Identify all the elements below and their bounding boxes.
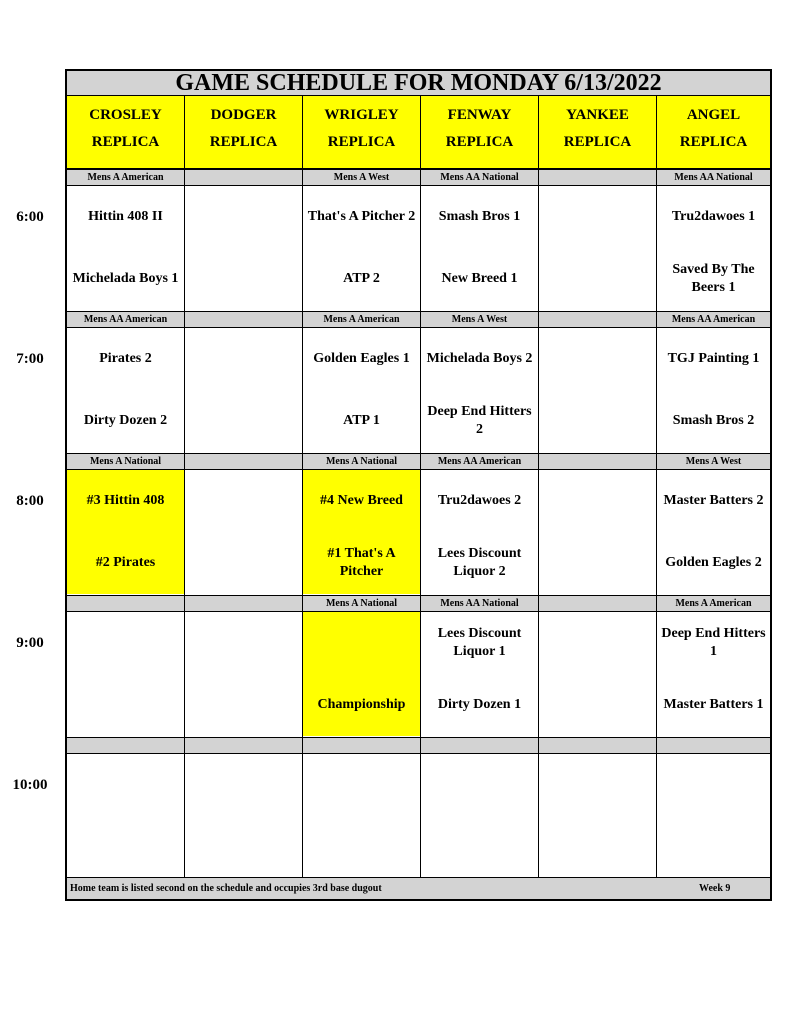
game-slot [539, 754, 656, 878]
away-team [541, 470, 654, 532]
home-team [187, 390, 300, 452]
away-team [305, 612, 418, 674]
time-label: 9:00 [16, 635, 44, 651]
home-team [187, 674, 300, 736]
division-label: Mens A American [657, 595, 770, 612]
field-header [303, 96, 420, 169]
home-team: Deep End Hitters 2 [427, 404, 532, 437]
home-team [305, 816, 418, 878]
division-label: Mens AA American [421, 453, 538, 470]
home-team: #2 Pirates [95, 555, 156, 570]
home-team [659, 816, 768, 878]
division-label [185, 169, 302, 186]
field-name: CROSLEY [89, 107, 162, 123]
home-team: Golden Eagles 2 [665, 555, 762, 570]
away-team: That's A Pitcher 2 [307, 209, 416, 224]
time-label: 7:00 [16, 351, 44, 367]
game-slot [67, 754, 184, 878]
field-header [185, 96, 302, 169]
game-slot [67, 612, 184, 736]
field-column [539, 96, 657, 877]
time-label: 10:00 [12, 777, 48, 793]
schedule-sheet [65, 69, 772, 901]
away-team: #3 Hittin 408 [86, 493, 165, 508]
field-column [67, 96, 185, 877]
game-slot [421, 186, 538, 310]
home-team [187, 248, 300, 310]
game-slot [657, 328, 770, 452]
game-slot [185, 754, 302, 878]
game-slot [421, 470, 538, 594]
division-label [421, 737, 538, 754]
away-team [541, 328, 654, 390]
away-team [423, 754, 536, 816]
field-column [303, 96, 421, 877]
division-label [539, 169, 656, 186]
division-label: Mens AA American [657, 311, 770, 328]
away-team: TGJ Painting 1 [667, 351, 760, 366]
division-label [67, 737, 184, 754]
home-team: Michelada Boys 1 [72, 271, 179, 286]
home-team-note: Home team is listed second on the schedule and occupies 3rd base dugout [70, 883, 382, 894]
game-slot [303, 470, 420, 594]
away-team [541, 754, 654, 816]
division-label: Mens A National [67, 453, 184, 470]
time-label: 8:00 [16, 493, 44, 509]
home-team: Dirty Dozen 1 [437, 697, 522, 712]
game-slot [185, 186, 302, 310]
field-header [67, 96, 184, 169]
away-team [659, 754, 768, 816]
home-team: Master Batters 1 [663, 697, 764, 712]
game-slot [303, 612, 420, 736]
game-slot [67, 328, 184, 452]
division-label [185, 737, 302, 754]
game-slot [657, 186, 770, 310]
game-slot [421, 328, 538, 452]
game-slot [657, 754, 770, 878]
division-label [539, 311, 656, 328]
schedule-footer [67, 877, 770, 899]
game-slot [303, 186, 420, 310]
division-label [539, 595, 656, 612]
division-label [539, 737, 656, 754]
field-type: REPLICA [327, 134, 396, 150]
home-team [541, 390, 654, 452]
game-slot [539, 612, 656, 736]
game-slot [185, 470, 302, 594]
home-team [541, 248, 654, 310]
field-column [421, 96, 539, 877]
home-team: Smash Bros 2 [672, 413, 755, 428]
game-slot [657, 470, 770, 594]
away-team: Tru2dawoes 2 [437, 493, 522, 508]
field-header [421, 96, 538, 169]
away-team [69, 612, 182, 674]
home-team [541, 816, 654, 878]
home-team [541, 532, 654, 594]
home-team [187, 816, 300, 878]
division-label: Mens A West [657, 453, 770, 470]
time-label: 6:00 [16, 209, 44, 225]
game-slot [657, 612, 770, 736]
division-label [185, 311, 302, 328]
home-team: ATP 2 [343, 271, 380, 286]
field-type: REPLICA [679, 134, 748, 150]
field-column [657, 96, 770, 877]
game-slot [539, 328, 656, 452]
home-team: New Breed 1 [441, 271, 518, 286]
away-team: Lees Discount Liquor 1 [437, 626, 522, 659]
game-slot [539, 186, 656, 310]
away-team: #4 New Breed [320, 493, 403, 508]
away-team: Michelada Boys 2 [426, 351, 533, 366]
away-team: Deep End Hitters 1 [661, 626, 766, 659]
home-team: ATP 1 [343, 413, 380, 428]
field-header [657, 96, 770, 169]
game-slot [185, 612, 302, 736]
field-column [185, 96, 303, 877]
away-team [69, 754, 182, 816]
home-team [69, 674, 182, 736]
game-slot [67, 470, 184, 594]
home-team: Lees Discount Liquor 2 [437, 546, 522, 579]
division-label [67, 595, 184, 612]
field-name: FENWAY [447, 107, 512, 123]
game-slot [185, 328, 302, 452]
away-team: Master Batters 2 [663, 493, 764, 508]
field-type: REPLICA [445, 134, 514, 150]
home-team: Championship [317, 697, 406, 712]
field-header [539, 96, 656, 169]
field-type: REPLICA [209, 134, 278, 150]
field-name: YANKEE [566, 107, 629, 123]
home-team [69, 816, 182, 878]
division-label [185, 453, 302, 470]
game-slot [303, 754, 420, 878]
game-slot [67, 186, 184, 310]
division-label [303, 737, 420, 754]
away-team: Smash Bros 1 [438, 209, 521, 224]
division-label [539, 453, 656, 470]
field-name: WRIGLEY [324, 107, 399, 123]
away-team: Hittin 408 II [88, 209, 163, 224]
away-team [541, 612, 654, 674]
game-slot [539, 470, 656, 594]
division-label: Mens A American [67, 169, 184, 186]
field-name: DODGER [210, 107, 277, 123]
division-label: Mens A National [303, 595, 420, 612]
away-team [305, 754, 418, 816]
away-team [187, 612, 300, 674]
division-label: Mens A American [303, 311, 420, 328]
home-team: Dirty Dozen 2 [83, 413, 168, 428]
game-slot [421, 612, 538, 736]
division-label [657, 737, 770, 754]
week-label: Week 9 [699, 883, 731, 894]
game-slot [421, 754, 538, 878]
away-team [187, 754, 300, 816]
home-team [541, 674, 654, 736]
away-team [541, 186, 654, 248]
away-team [187, 186, 300, 248]
division-label: Mens A West [421, 311, 538, 328]
away-team: Tru2dawoes 1 [671, 209, 756, 224]
away-team [187, 328, 300, 390]
game-slot [303, 328, 420, 452]
home-team [423, 816, 536, 878]
page-title: GAME SCHEDULE FOR MONDAY 6/13/2022 [67, 71, 770, 96]
division-label: Mens AA National [421, 595, 538, 612]
division-label: Mens A National [303, 453, 420, 470]
division-label: Mens A West [303, 169, 420, 186]
home-team [187, 532, 300, 594]
field-type: REPLICA [563, 134, 632, 150]
field-grid [67, 96, 770, 899]
away-team: Pirates 2 [99, 351, 152, 366]
home-team: Saved By The Beers 1 [672, 262, 755, 295]
division-label: Mens AA National [657, 169, 770, 186]
field-type: REPLICA [91, 134, 160, 150]
division-label: Mens AA National [421, 169, 538, 186]
away-team: Golden Eagles 1 [313, 351, 410, 366]
away-team [187, 470, 300, 532]
division-label: Mens AA American [67, 311, 184, 328]
field-name: ANGEL [686, 107, 741, 123]
home-team: #1 That's A Pitcher [327, 546, 396, 579]
division-label [185, 595, 302, 612]
